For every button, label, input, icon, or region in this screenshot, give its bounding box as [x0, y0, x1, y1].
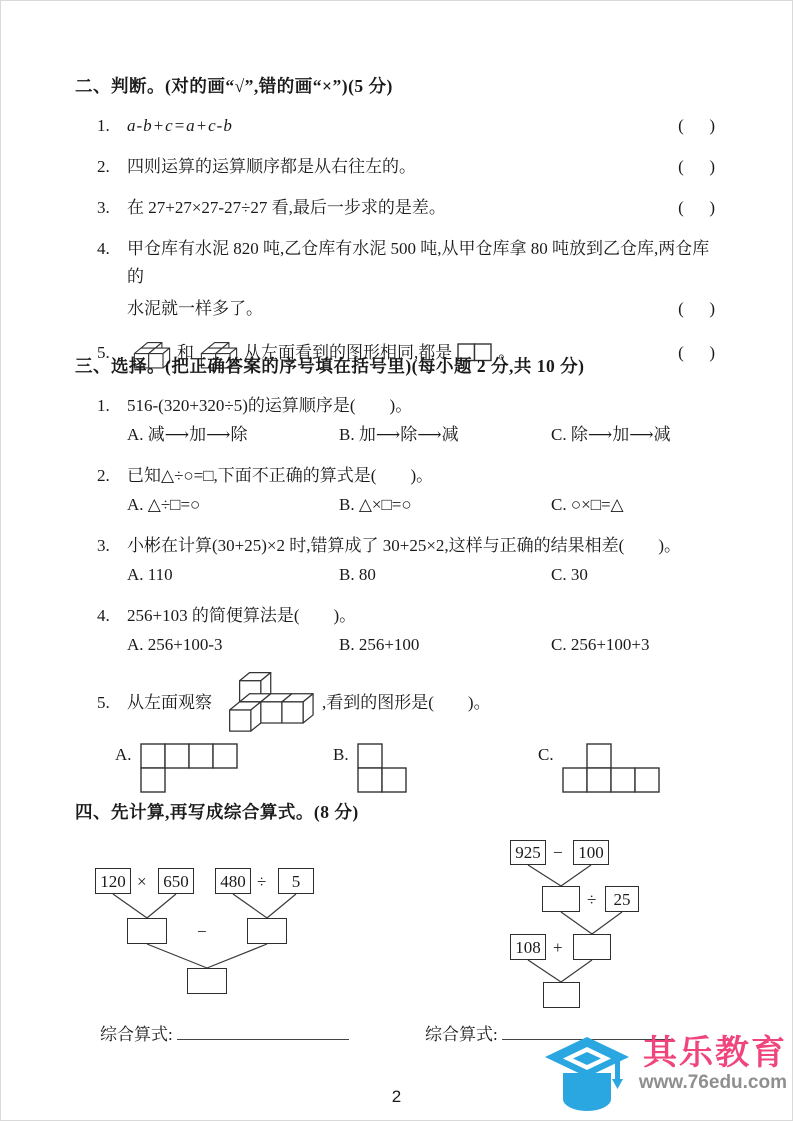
item-number: 5.: [97, 342, 110, 362]
section-choice-heading: 三、选择。(把正确答案的序号填在括号里)(每小题 2 分,共 10 分): [75, 356, 585, 376]
answer-bracket: ( ): [678, 299, 715, 318]
logo-brand-text: 其乐教育: [643, 1034, 787, 1072]
shape-b-icon: [357, 743, 407, 793]
choice-q3-options: [75, 562, 715, 588]
choice-q2: [75, 462, 715, 490]
tree-left-value-480: 480: [215, 868, 251, 894]
choice-q5-options: [75, 743, 715, 793]
option-b: B. 80: [339, 565, 376, 584]
shape-a-icon: [140, 743, 238, 793]
choice-q5: [75, 672, 715, 733]
cubes-solid-icon: [217, 672, 317, 733]
option-c: C. 30: [551, 565, 588, 584]
item-number: 1.: [97, 396, 110, 415]
option-a: A. △÷□=○: [127, 495, 201, 514]
choice-q2-options: [75, 492, 715, 518]
item-number: 3.: [97, 198, 110, 217]
compose-expression-label: 综合算式:: [100, 1025, 173, 1044]
judge-item-4-text-line2: 水泥就一样多了。: [127, 299, 263, 318]
tree-right-final-box: [543, 982, 580, 1008]
logo-url-text: www.76edu.com: [638, 1072, 787, 1093]
tree-right-op-minus: −: [553, 843, 563, 862]
section-compose-heading: 四、先计算,再写成综合算式。(8 分): [75, 802, 359, 822]
item-number: 5.: [97, 692, 110, 712]
option-b-label: B.: [333, 745, 349, 764]
tree-left-op-divide: ÷: [257, 872, 267, 891]
option-b: [333, 743, 538, 793]
judge-item-5-period: 。: [498, 342, 516, 362]
expression-tree-right: [495, 832, 655, 1022]
option-b: B. △×□=○: [339, 495, 412, 514]
item-number: 4.: [97, 606, 110, 625]
judge-item-3: [75, 194, 715, 222]
page-number: 2: [391, 1087, 402, 1106]
tree-right-result-box-2: [573, 934, 611, 960]
option-a: A. 减⟶加⟶除: [127, 425, 248, 444]
publisher-logo: [541, 1035, 787, 1115]
judge-item-5-text: 从左面看到的图形相同,都是: [244, 342, 453, 362]
section-judge: [0, 72, 793, 382]
choice-q5-content: [127, 672, 715, 733]
tree-right-value-100: 100: [573, 840, 609, 865]
judge-item-2-text: 四则运算的运算顺序都是从右往左的。: [127, 157, 416, 176]
choice-q1: [75, 392, 715, 420]
option-a-label: A.: [115, 745, 132, 764]
option-c: [538, 743, 660, 793]
choice-q2-text: 已知△÷○=□,下面不正确的算式是( )。: [127, 466, 434, 485]
tree-left-op-minus: −: [197, 922, 207, 941]
choice-q3: [75, 532, 715, 560]
judge-item-1: [75, 112, 715, 140]
compose-expression-left: [100, 1020, 349, 1045]
answer-bracket: ( ): [678, 342, 715, 362]
tree-right-value-108: 108: [510, 934, 546, 960]
answer-bracket: ( ): [678, 157, 715, 176]
item-number: 2.: [97, 157, 110, 176]
tree-left-value-650: 650: [158, 868, 194, 894]
tree-right-value-925: 925: [510, 840, 546, 865]
tree-left-result-box-1: [127, 918, 167, 944]
tree-left-final-box: [187, 968, 227, 994]
answer-bracket: ( ): [678, 116, 715, 135]
item-number: 3.: [97, 536, 110, 555]
expression-tree-left: [85, 860, 325, 1000]
tree-left-value-5: 5: [278, 868, 314, 894]
choice-q1-text: 516-(320+320÷5)的运算顺序是( )。: [127, 396, 413, 415]
tree-right-op-divide: ÷: [587, 890, 597, 909]
tree-right-result-box-1: [542, 886, 580, 912]
answer-blank-line: [177, 1021, 349, 1040]
option-a: A. 110: [127, 565, 173, 584]
answer-bracket: ( ): [678, 198, 715, 217]
option-c: C. 256+100+3: [551, 635, 650, 654]
option-c: C. ○×□=△: [551, 495, 624, 514]
judge-item-2: [75, 153, 715, 181]
option-b: B. 加⟶除⟶减: [339, 425, 459, 444]
judge-item-4: [75, 235, 715, 291]
item-number: 2.: [97, 466, 110, 485]
judge-item-5-conjunction: 和: [177, 342, 194, 362]
judge-item-4-line2: [75, 295, 715, 323]
choice-q4-options: [75, 632, 715, 658]
tree-right-value-25: 25: [605, 886, 639, 912]
section-choice: [0, 352, 793, 793]
tree-right-op-plus: +: [553, 938, 563, 957]
judge-item-4-text-line1: 甲仓库有水泥 820 吨,乙仓库有水泥 500 吨,从甲仓库拿 80 吨放到乙仓库,两仓库的: [127, 239, 710, 286]
choice-q4-text: 256+103 的简便算法是( )。: [127, 606, 357, 625]
shape-c-icon: [562, 743, 660, 793]
tree-left-result-box-2: [247, 918, 287, 944]
option-b: B. 256+100: [339, 635, 420, 654]
judge-item-1-text: a-b+c=a+c-b: [127, 116, 233, 135]
section-compose: [0, 798, 793, 1068]
tree-left-value-120: 120: [95, 868, 131, 894]
option-c: C. 除⟶加⟶减: [551, 425, 671, 444]
item-number: 4.: [97, 239, 110, 258]
item-number: 1.: [97, 116, 110, 135]
choice-q3-text: 小彬在计算(30+25)×2 时,错算成了 30+25×2,这样与正确的结果相差( )。: [127, 536, 681, 555]
judge-item-3-text: 在 27+27×27-27÷27 看,最后一步求的是差。: [127, 198, 446, 217]
compose-expression-label: 综合算式:: [425, 1025, 498, 1044]
option-a: [115, 743, 333, 793]
graduation-cap-icon: [541, 1035, 633, 1115]
choice-q5-prefix: 从左面观察: [127, 692, 212, 712]
choice-q5-suffix: ,看到的图形是( )。: [322, 692, 491, 712]
option-a: A. 256+100-3: [127, 635, 223, 654]
tree-left-op-multiply: ×: [137, 872, 147, 891]
choice-q1-options: [75, 422, 715, 448]
choice-q4: [75, 602, 715, 630]
section-judge-heading: 二、判断。(对的画“√”,错的画“×”)(5 分): [75, 76, 393, 96]
option-c-label: C.: [538, 745, 554, 764]
